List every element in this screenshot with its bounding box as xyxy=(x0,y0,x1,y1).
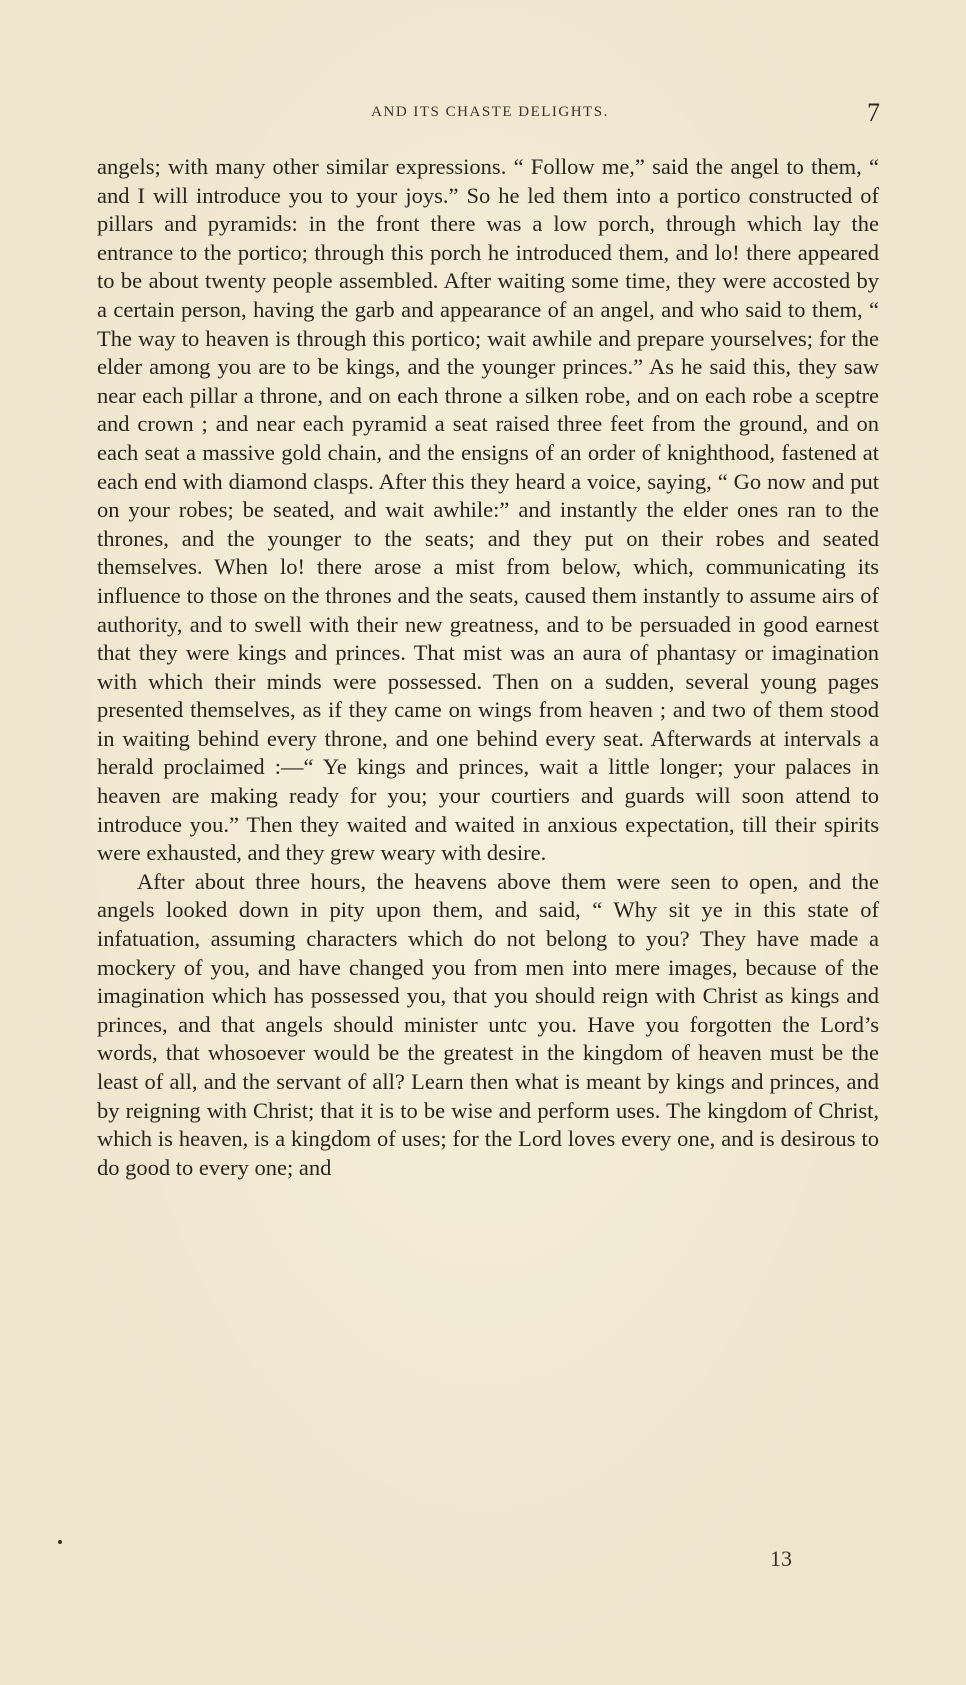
margin-speck xyxy=(58,1540,62,1544)
paragraph-1: angels; with many other similar expressions. “ Follow me,” said the angel to them, “ and I will introduce you to your joys.” So he led them into a portico constructed of pillars and pyramids: in the front there was a low porch, through which lay the entrance to the portico; through this porch he introduced them, and lo! there appeared to be about twenty people assembled. After waiting some time, they were accosted by a certain person, having the garb and appearance of an angel, and who said to them, “ The way to heaven is through this portico; wait awhile and prepare yourselves; for the elder among you are to be kings, and the younger princes.” As he said this, they saw near each pillar a throne, and on each throne a silken robe, and on each robe a sceptre and crown ; and near each pyramid a seat raised three feet from the ground, and on each seat a massive gold chain, and the ensigns of an order of knighthood, fastened at each end with diamond clasps. After this they heard a voice, saying, “ Go now and put on your robes; be seated, and wait awhile:” and instantly the elder ones ran to the thrones, and the younger to the seats; and they put on their robes and seated themselves. When lo! there arose a mist from below, which, communicating its influence to those on the thrones and the seats, caused them instantly to assume airs of authority, and to swell with their new greatness, and to be persuaded in good earnest that they were kings and princes. That mist was an aura of phantasy or imagination with which their minds were possessed. Then on a sudden, several young pages presented themselves, as if they came on wings from heaven ; and two of them stood in waiting behind every throne, and one behind every seat. Afterwards at intervals a herald proclaimed :—“ Ye kings and princes, wait a little longer; your palaces in heaven are making ready for you; your courtiers and guards will soon attend to introduce you.” Then they waited and waited in anxious expectation, till their spirits were exhausted, and they grew weary with desire. xyxy=(97,154,879,866)
signature-mark: 13 xyxy=(770,1546,792,1571)
body-text xyxy=(97,153,879,1182)
page-number: 7 xyxy=(867,98,880,127)
paragraph-2: After about three hours, the heavens above them were seen to open, and the angels looked down in pity upon them, and said, “ Why sit ye in this state of infatuation, assuming characters which do not belong to you? They have made a mockery of you, and have changed you from men into mere images, because of the imagination which has possessed you, that you should reign with Christ as kings and princes, and that angels should minister untc you. Have you forgotten the Lord’s words, that whosoever would be the greatest in the kingdom of heaven must be the least of all, and the servant of all? Learn then what is meant by kings and princes, and by reigning with Christ; that it is to be wise and perform uses. The kingdom of Christ, which is heaven, is a kingdom of uses; for the Lord loves every one, and is desirous to do good to every one; and xyxy=(97,868,879,1180)
running-head xyxy=(100,98,880,128)
running-title: AND ITS CHASTE DELIGHTS. xyxy=(371,104,609,120)
